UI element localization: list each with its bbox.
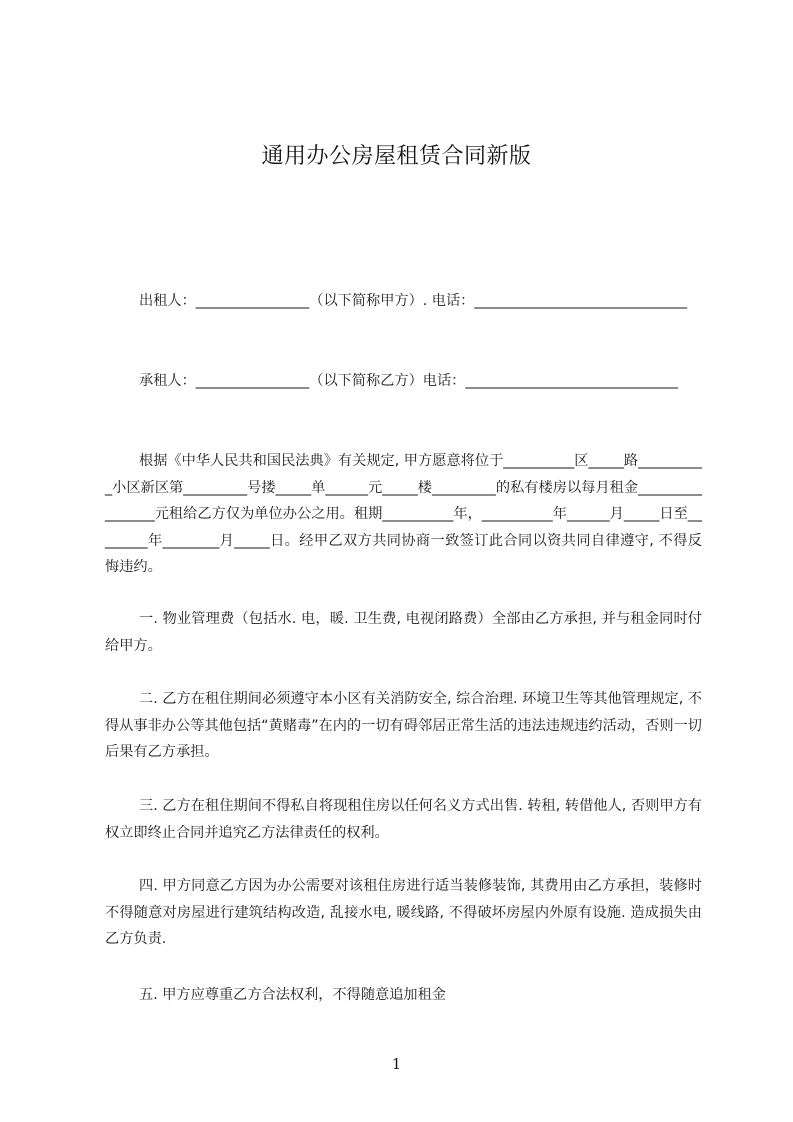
- intro-paragraph: 根据《中华人民共和国民法典》有关规定, 甲方愿意将位于__________区_____路__________小区新区第_________号搂_____单______元_____楼_________的私有楼房以每月租金________________元租给乙方仅为单位办公之用。租期__________年，__________年______月_____日至________年________月_____日。经甲乙双方共同协商一致签订此合同以资共同自律遵守, 不得反悔违约。: [105, 453, 702, 575]
- clause-5: 五. 甲方应尊重乙方合法权利，不得随意追加租金: [139, 987, 446, 1003]
- document-title: 通用办公房屋租赁合同新版: [261, 144, 532, 169]
- clause-2: 二. 乙方在租住期间必须遵守本小区有关消防安全, 综合治理. 环境卫生等其他管理规定, 不得从事非办公等其他包括“黄赌毒”在内的一切有碍邻居正常生活的违法违规违约活动，否则一切后果有乙方承担。: [105, 691, 702, 760]
- clause-3: 三. 乙方在租住期间不得私自将现租住房以任何名义方式出售. 转租, 转借他人, 否则甲方有权立即终止合同并追究乙方法律责任的权利。: [105, 798, 702, 841]
- clause-1: 一. 物业管理费（包括水. 电，暖. 卫生费, 电视闭路费）全部由乙方承担, 并与租金同时付给甲方。: [105, 611, 702, 654]
- lessee-line: 承租人：________________（以下简称乙方）电话：______________________________: [139, 373, 679, 389]
- page-number: 1: [391, 1055, 402, 1073]
- lessor-line: 出租人：________________（以下简称甲方）. 电话：______________________________: [139, 293, 688, 309]
- clause-4: 四. 甲方同意乙方因为办公需要对该租住房进行适当装修装饰, 其费用由乙方承担，装修时不得随意对房屋进行建筑结构改造, 乱接水电, 暖线路, 不得破坏房屋内外原有设施. 造成损失由乙方负责.: [105, 878, 702, 947]
